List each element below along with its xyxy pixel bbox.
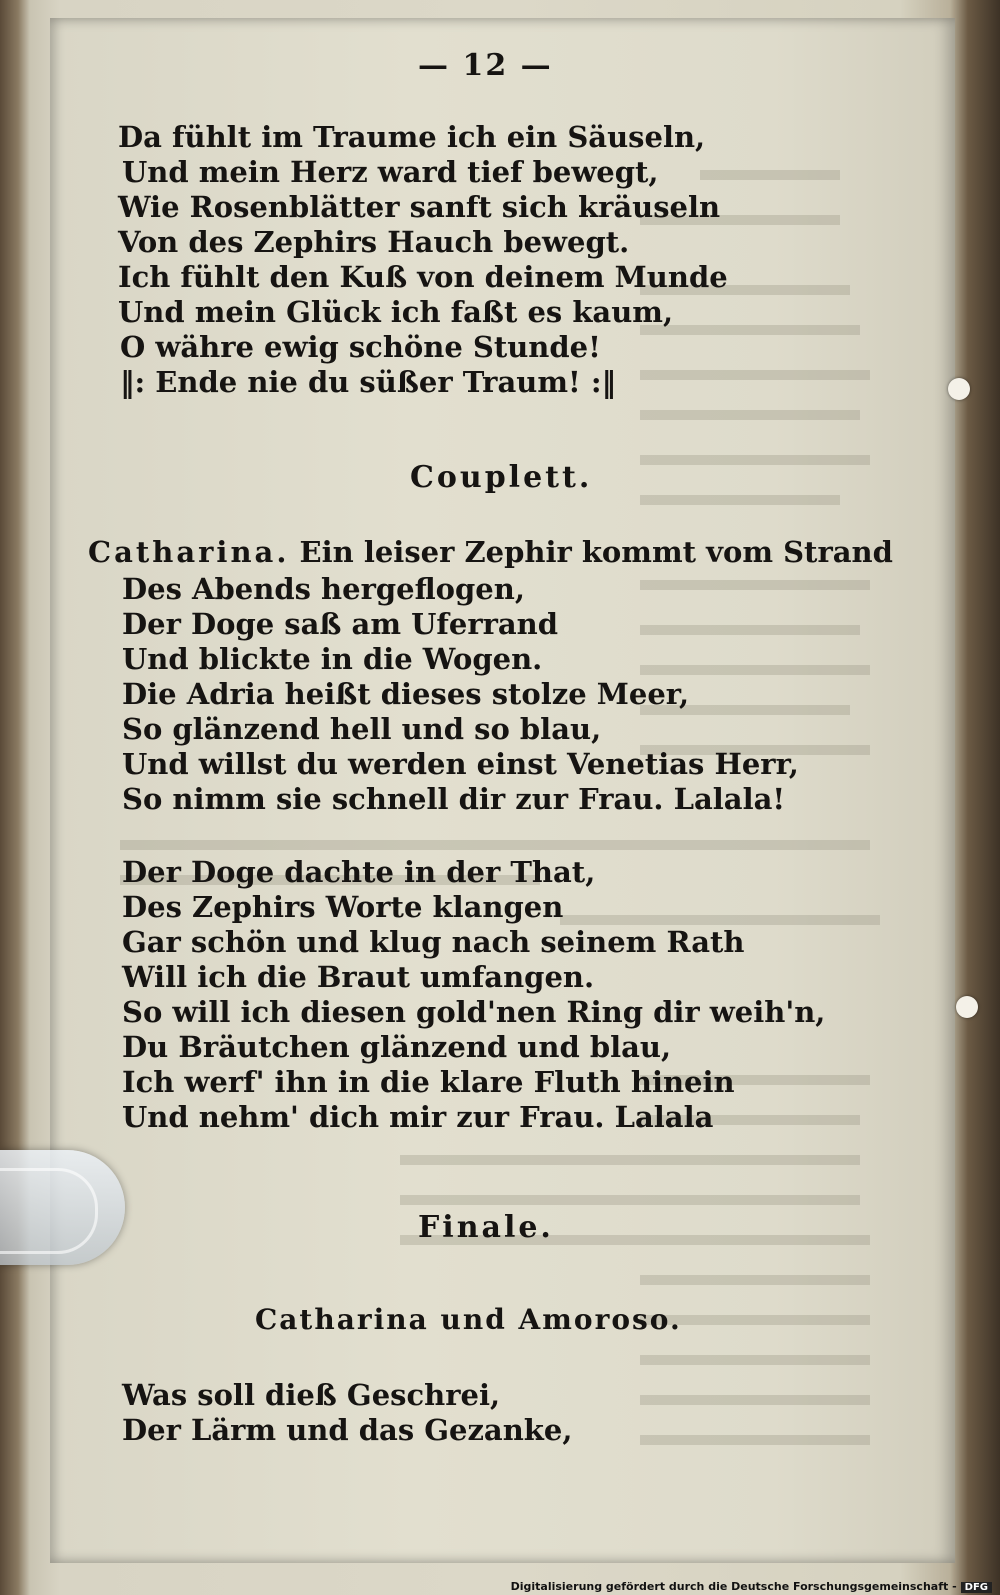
verse-line: Die Adria heißt dieses stolze Meer, [122,677,690,711]
verse-line: Gar schön und klug nach seinem Rath [122,925,745,959]
verse-line: Von des Zephirs Hauch bewegt. [118,225,630,259]
verse-line: O währe ewig schöne Stunde! [120,330,601,364]
heading-couplett: Couplett. [410,460,593,495]
verse-line: Der Lärm und das Gezanke, [122,1413,573,1447]
verse-line: Ich fühlt den Kuß von deinem Munde [118,260,728,294]
verse-line: ‖: Ende nie du süßer Traum! :‖ [120,365,617,399]
page-number: — 12 — [418,48,553,83]
verse-line: Ich werf' ihn in die klare Fluth hinein [122,1065,735,1099]
digitization-footer [511,1580,992,1593]
binding-hole-top [948,378,970,400]
verse-line: Was soll dieß Geschrei, [122,1378,501,1412]
heading-finale: Finale. [418,1210,554,1245]
verse-line: Da fühlt im Traume ich ein Säuseln, [118,120,706,154]
dfg-logo: DFG [961,1582,992,1593]
page-clip [0,1150,125,1265]
verse-line: Und blickte in die Wogen. [122,642,543,676]
verse-line: Und mein Glück ich faßt es kaum, [118,295,674,329]
verse-line [88,535,893,570]
verse-line: So nimm sie schnell dir zur Frau. Lalala! [122,782,786,816]
verse-line: So will ich diesen gold'nen Ring dir weih'n, [122,995,826,1029]
verse-line: Der Doge dachte in der That, [122,855,596,889]
page-clip-highlight [0,1168,98,1254]
verse-line: Des Abends hergeflogen, [122,572,525,606]
finale-speakers: Catharina und Amoroso. [255,1303,682,1336]
footer-text: Digitalisierung gefördert durch die Deutsche Forschungsgemeinschaft - [510,1580,957,1593]
verse-line: Du Bräutchen glänzend und blau, [122,1030,672,1064]
verse-line: Der Doge saß am Uferrand [122,607,559,641]
speaker-name: Catharina. [88,535,290,569]
binding-hole-bottom [956,996,978,1018]
verse-line: So glänzend hell und so blau, [122,712,602,746]
verse-text: Ein leiser Zephir kommt vom Strand [299,535,893,569]
verse-line: Und nehm' dich mir zur Frau. Lalala [122,1100,714,1134]
verse-line: Und willst du werden einst Venetias Herr, [122,747,799,781]
verse-line: Und mein Herz ward tief bewegt, [122,155,659,189]
verse-line: Wie Rosenblätter sanft sich kräuseln [118,190,721,224]
verse-line: Des Zephirs Worte klangen [122,890,564,924]
verse-line: Will ich die Braut umfangen. [122,960,595,994]
